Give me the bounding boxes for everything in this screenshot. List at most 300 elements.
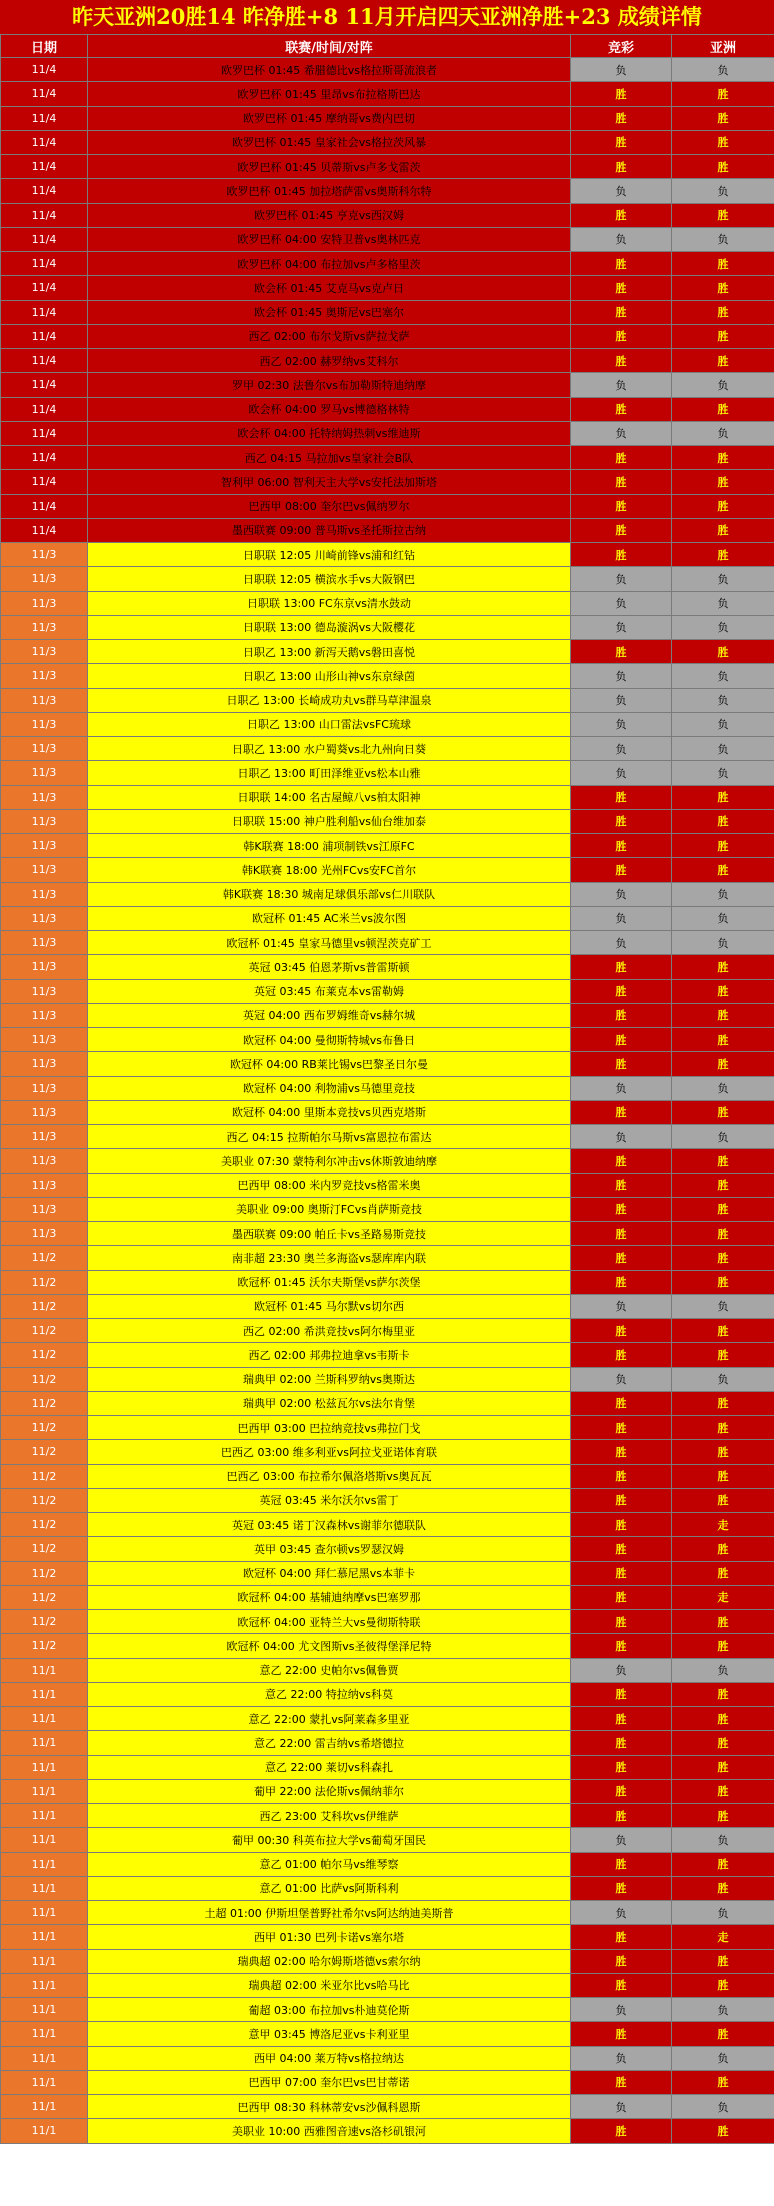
- match-cell: 西乙 02:00 布尔戈斯vs萨拉戈萨: [88, 324, 571, 348]
- table-row: [1, 1925, 774, 1949]
- jingcai-result: 胜: [571, 2119, 672, 2143]
- match-cell: 韩K联赛 18:00 光州FCvs安FC首尔: [88, 858, 571, 882]
- match-cell: 日职乙 13:00 町田泽维亚vs松本山雅: [88, 761, 571, 785]
- jingcai-result: 负: [571, 373, 672, 397]
- table-row: [1, 1755, 774, 1779]
- jingcai-result: 胜: [571, 1173, 672, 1197]
- table-row: [1, 1537, 774, 1561]
- table-row: [1, 1270, 774, 1294]
- table-row: [1, 931, 774, 955]
- asia-result: 胜: [672, 1391, 774, 1415]
- date-cell: 11/3: [1, 688, 88, 712]
- match-cell: 欧会杯 04:00 罗马vs博德格林特: [88, 397, 571, 421]
- date-cell: 11/4: [1, 130, 88, 154]
- jingcai-result: 胜: [571, 1925, 672, 1949]
- header-date: 日期: [1, 35, 88, 58]
- table-row: [1, 1828, 774, 1852]
- match-cell: 欧罗巴杯 04:00 布拉加vs卢多格里茨: [88, 252, 571, 276]
- asia-result: 走: [672, 1925, 774, 1949]
- match-cell: 巴西甲 07:00 奎尔巴vs巴甘蒂诺: [88, 2070, 571, 2094]
- jingcai-result: 负: [571, 737, 672, 761]
- jingcai-result: 胜: [571, 1755, 672, 1779]
- date-cell: 11/2: [1, 1270, 88, 1294]
- jingcai-result: 胜: [571, 1270, 672, 1294]
- asia-result: 负: [672, 2046, 774, 2070]
- asia-result: 胜: [672, 1779, 774, 1803]
- date-cell: 11/3: [1, 1028, 88, 1052]
- match-cell: 英冠 03:45 伯恩茅斯vs普雷斯顿: [88, 955, 571, 979]
- asia-result: 胜: [672, 1149, 774, 1173]
- table-row: [1, 1949, 774, 1973]
- match-cell: 日职乙 13:00 长崎成功丸vs群马草津温泉: [88, 688, 571, 712]
- match-cell: 日职乙 13:00 水户蜀葵vs北九州向日葵: [88, 737, 571, 761]
- date-cell: 11/4: [1, 324, 88, 348]
- match-cell: 欧罗巴杯 01:45 贝蒂斯vs卢多戈雷茨: [88, 155, 571, 179]
- table-row: [1, 1707, 774, 1731]
- asia-result: 负: [672, 421, 774, 445]
- jingcai-result: 胜: [571, 1707, 672, 1731]
- match-cell: 西乙 02:00 邦弗拉迪拿vs韦斯卡: [88, 1343, 571, 1367]
- jingcai-result: 胜: [571, 1779, 672, 1803]
- table-row: [1, 761, 774, 785]
- jingcai-result: 胜: [571, 1949, 672, 1973]
- jingcai-result: 胜: [571, 1343, 672, 1367]
- date-cell: 11/1: [1, 1925, 88, 1949]
- match-cell: 意乙 22:00 雷吉纳vs希塔德拉: [88, 1731, 571, 1755]
- match-cell: 日职乙 13:00 山口雷法vsFC琉球: [88, 712, 571, 736]
- jingcai-result: 负: [571, 421, 672, 445]
- jingcai-result: 负: [571, 1367, 672, 1391]
- table-row: [1, 518, 774, 542]
- asia-result: 负: [672, 688, 774, 712]
- date-cell: 11/3: [1, 761, 88, 785]
- asia-result: 胜: [672, 1537, 774, 1561]
- match-cell: 意乙 22:00 史帕尔vs佩鲁贾: [88, 1658, 571, 1682]
- results-table: [0, 34, 774, 2144]
- match-cell: 欧冠杯 04:00 曼彻斯特城vs布鲁日: [88, 1028, 571, 1052]
- match-cell: 英冠 03:45 布莱克本vs雷勒姆: [88, 979, 571, 1003]
- jingcai-result: 胜: [571, 276, 672, 300]
- asia-result: 胜: [672, 203, 774, 227]
- match-cell: 日职联 15:00 神户胜利船vs仙台维加泰: [88, 809, 571, 833]
- jingcai-result: 胜: [571, 2022, 672, 2046]
- table-row: [1, 494, 774, 518]
- asia-result: 负: [672, 2095, 774, 2119]
- table-row: [1, 688, 774, 712]
- jingcai-result: 胜: [571, 1731, 672, 1755]
- table-row: [1, 1973, 774, 1997]
- match-cell: 英甲 03:45 查尔顿vs罗瑟汉姆: [88, 1537, 571, 1561]
- match-cell: 西甲 04:00 莱万特vs格拉纳达: [88, 2046, 571, 2070]
- match-cell: 巴西甲 08:30 科林蒂安vs沙佩科恩斯: [88, 2095, 571, 2119]
- jingcai-result: 胜: [571, 1052, 672, 1076]
- date-cell: 11/2: [1, 1610, 88, 1634]
- asia-result: 负: [672, 1367, 774, 1391]
- match-cell: 西乙 02:00 赫罗纳vs艾科尔: [88, 349, 571, 373]
- date-cell: 11/1: [1, 1755, 88, 1779]
- table-row: [1, 834, 774, 858]
- asia-result: 负: [672, 761, 774, 785]
- jingcai-result: 负: [571, 882, 672, 906]
- match-cell: 巴西乙 03:00 维多利亚vs阿拉戈亚诺体育联: [88, 1440, 571, 1464]
- table-row: [1, 130, 774, 154]
- table-row: [1, 1488, 774, 1512]
- jingcai-result: 负: [571, 761, 672, 785]
- match-cell: 葡甲 00:30 科英布拉大学vs葡萄牙国民: [88, 1828, 571, 1852]
- asia-result: 胜: [672, 979, 774, 1003]
- jingcai-result: 胜: [571, 2070, 672, 2094]
- match-cell: 意乙 22:00 特拉纳vs科莫: [88, 1682, 571, 1706]
- date-cell: 11/2: [1, 1416, 88, 1440]
- asia-result: 负: [672, 1294, 774, 1318]
- date-cell: 11/4: [1, 421, 88, 445]
- asia-result: 胜: [672, 155, 774, 179]
- match-cell: 欧冠杯 01:45 马尔默vs切尔西: [88, 1294, 571, 1318]
- match-cell: 意甲 03:45 博洛尼亚vs卡利亚里: [88, 2022, 571, 2046]
- asia-result: 负: [672, 1998, 774, 2022]
- match-cell: 日职乙 13:00 山形山神vs东京绿茵: [88, 664, 571, 688]
- date-cell: 11/4: [1, 518, 88, 542]
- table-row: [1, 470, 774, 494]
- table-row: [1, 1464, 774, 1488]
- asia-result: 胜: [672, 858, 774, 882]
- table-row: [1, 2022, 774, 2046]
- jingcai-result: 负: [571, 591, 672, 615]
- asia-result: 胜: [672, 1755, 774, 1779]
- asia-result: 胜: [672, 252, 774, 276]
- table-row: [1, 155, 774, 179]
- match-cell: 瑞典甲 02:00 兰斯科罗纳vs奥斯达: [88, 1367, 571, 1391]
- match-cell: 美职业 07:30 蒙特利尔冲击vs休斯敦迪纳摩: [88, 1149, 571, 1173]
- asia-result: 负: [672, 591, 774, 615]
- match-cell: 日职联 13:00 德岛漩涡vs大阪樱花: [88, 615, 571, 639]
- date-cell: 11/2: [1, 1319, 88, 1343]
- jingcai-result: 负: [571, 1125, 672, 1149]
- table-row: [1, 955, 774, 979]
- match-cell: 欧冠杯 01:45 AC米兰vs波尔图: [88, 906, 571, 930]
- match-cell: 欧罗巴杯 01:45 皇家社会vs格拉茨风暴: [88, 130, 571, 154]
- jingcai-result: 胜: [571, 834, 672, 858]
- asia-result: 胜: [672, 1173, 774, 1197]
- date-cell: 11/2: [1, 1343, 88, 1367]
- jingcai-result: 胜: [571, 1222, 672, 1246]
- asia-result: 胜: [672, 1003, 774, 1027]
- asia-result: 胜: [672, 2070, 774, 2094]
- asia-result: 负: [672, 615, 774, 639]
- asia-result: 胜: [672, 1416, 774, 1440]
- results-body: [1, 58, 774, 2144]
- table-row: [1, 1852, 774, 1876]
- asia-result: 负: [672, 567, 774, 591]
- asia-result: 胜: [672, 1949, 774, 1973]
- match-cell: 日职乙 13:00 新泻天鹅vs磐田喜悦: [88, 640, 571, 664]
- table-row: [1, 82, 774, 106]
- jingcai-result: 负: [571, 688, 672, 712]
- header-asia: 亚洲: [672, 35, 774, 58]
- date-cell: 11/2: [1, 1440, 88, 1464]
- match-cell: 英冠 04:00 西布罗姆维奇vs赫尔城: [88, 1003, 571, 1027]
- table-row: [1, 1804, 774, 1828]
- match-cell: 西乙 04:15 马拉加vs皇家社会B队: [88, 446, 571, 470]
- jingcai-result: 胜: [571, 300, 672, 324]
- asia-result: 负: [672, 1076, 774, 1100]
- date-cell: 11/4: [1, 106, 88, 130]
- table-row: [1, 227, 774, 251]
- asia-result: 胜: [672, 640, 774, 664]
- asia-result: 胜: [672, 349, 774, 373]
- jingcai-result: 负: [571, 2046, 672, 2070]
- asia-result: 负: [672, 712, 774, 736]
- match-cell: 美职业 10:00 西雅图音速vs洛杉矶银河: [88, 2119, 571, 2143]
- jingcai-result: 胜: [571, 1513, 672, 1537]
- asia-result: 负: [672, 179, 774, 203]
- jingcai-result: 胜: [571, 349, 672, 373]
- table-row: [1, 179, 774, 203]
- asia-result: 胜: [672, 276, 774, 300]
- date-cell: 11/1: [1, 2095, 88, 2119]
- match-cell: 西乙 02:00 希洪竞技vs阿尔梅里亚: [88, 1319, 571, 1343]
- table-row: [1, 615, 774, 639]
- table-row: [1, 1876, 774, 1900]
- match-cell: 欧罗巴杯 01:45 加拉塔萨雷vs奥斯科尔特: [88, 179, 571, 203]
- jingcai-result: 负: [571, 906, 672, 930]
- jingcai-result: 胜: [571, 1416, 672, 1440]
- match-cell: 欧冠杯 04:00 利物浦vs马德里竞技: [88, 1076, 571, 1100]
- jingcai-result: 胜: [571, 955, 672, 979]
- asia-result: 胜: [672, 470, 774, 494]
- jingcai-result: 胜: [571, 518, 672, 542]
- asia-result: 负: [672, 737, 774, 761]
- asia-result: 胜: [672, 1100, 774, 1124]
- header-row: [1, 35, 774, 58]
- date-cell: 11/1: [1, 1707, 88, 1731]
- asia-result: 负: [672, 931, 774, 955]
- date-cell: 11/4: [1, 155, 88, 179]
- date-cell: 11/1: [1, 2046, 88, 2070]
- asia-result: 胜: [672, 1440, 774, 1464]
- match-cell: 西乙 23:00 艾科坎vs伊维萨: [88, 1804, 571, 1828]
- table-row: [1, 1028, 774, 1052]
- table-row: [1, 882, 774, 906]
- match-cell: 巴西甲 08:00 米内罗竞技vs格雷米奥: [88, 1173, 571, 1197]
- date-cell: 11/3: [1, 785, 88, 809]
- date-cell: 11/3: [1, 1149, 88, 1173]
- date-cell: 11/4: [1, 203, 88, 227]
- asia-result: 胜: [672, 1634, 774, 1658]
- asia-result: 胜: [672, 1731, 774, 1755]
- jingcai-result: 负: [571, 1901, 672, 1925]
- table-row: [1, 324, 774, 348]
- table-row: [1, 858, 774, 882]
- date-cell: 11/1: [1, 1731, 88, 1755]
- table-row: [1, 1416, 774, 1440]
- asia-result: 胜: [672, 834, 774, 858]
- match-cell: 英冠 03:45 米尔沃尔vs雷丁: [88, 1488, 571, 1512]
- date-cell: 11/4: [1, 276, 88, 300]
- match-cell: 瑞典超 02:00 哈尔姆斯塔德vs索尔纳: [88, 1949, 571, 1973]
- jingcai-result: 负: [571, 2095, 672, 2119]
- jingcai-result: 胜: [571, 252, 672, 276]
- match-cell: 欧冠杯 04:00 拜仁慕尼黑vs本菲卡: [88, 1561, 571, 1585]
- date-cell: 11/4: [1, 82, 88, 106]
- header-match: 联赛/时间/对阵: [88, 35, 571, 58]
- match-cell: 葡甲 22:00 法伦斯vs佩纳菲尔: [88, 1779, 571, 1803]
- date-cell: 11/4: [1, 179, 88, 203]
- table-row: [1, 1246, 774, 1270]
- table-row: [1, 1052, 774, 1076]
- table-row: [1, 1779, 774, 1803]
- table-row: [1, 58, 774, 82]
- table-row: [1, 1149, 774, 1173]
- jingcai-result: 胜: [571, 397, 672, 421]
- asia-result: 胜: [672, 1028, 774, 1052]
- match-cell: 西甲 01:30 巴列卡诺vs塞尔塔: [88, 1925, 571, 1949]
- table-row: [1, 349, 774, 373]
- date-cell: 11/3: [1, 906, 88, 930]
- date-cell: 11/3: [1, 882, 88, 906]
- date-cell: 11/1: [1, 1998, 88, 2022]
- date-cell: 11/4: [1, 446, 88, 470]
- date-cell: 11/2: [1, 1634, 88, 1658]
- asia-result: 胜: [672, 1246, 774, 1270]
- date-cell: 11/3: [1, 1052, 88, 1076]
- jingcai-result: 胜: [571, 858, 672, 882]
- table-row: [1, 203, 774, 227]
- asia-result: 胜: [672, 1343, 774, 1367]
- asia-result: 走: [672, 1585, 774, 1609]
- date-cell: 11/3: [1, 979, 88, 1003]
- date-cell: 11/1: [1, 1682, 88, 1706]
- asia-result: 胜: [672, 2119, 774, 2143]
- date-cell: 11/3: [1, 955, 88, 979]
- table-row: [1, 1125, 774, 1149]
- date-cell: 11/3: [1, 809, 88, 833]
- table-row: [1, 106, 774, 130]
- date-cell: 11/1: [1, 1804, 88, 1828]
- asia-result: 负: [672, 373, 774, 397]
- asia-result: 负: [672, 906, 774, 930]
- match-cell: 罗甲 02:30 法鲁尔vs布加勒斯特迪纳摩: [88, 373, 571, 397]
- jingcai-result: 胜: [571, 1464, 672, 1488]
- match-cell: 土超 01:00 伊斯坦堡普野社希尔vs阿达纳迪美斯普: [88, 1901, 571, 1925]
- jingcai-result: 胜: [571, 446, 672, 470]
- date-cell: 11/2: [1, 1513, 88, 1537]
- asia-result: 胜: [672, 1804, 774, 1828]
- date-cell: 11/3: [1, 1173, 88, 1197]
- asia-result: 负: [672, 1125, 774, 1149]
- date-cell: 11/1: [1, 1876, 88, 1900]
- date-cell: 11/3: [1, 712, 88, 736]
- asia-result: 胜: [672, 785, 774, 809]
- match-cell: 欧冠杯 04:00 RB莱比锡vs巴黎圣日尔曼: [88, 1052, 571, 1076]
- table-row: [1, 276, 774, 300]
- match-cell: 欧冠杯 01:45 皇家马德里vs顿涅茨克矿工: [88, 931, 571, 955]
- table-row: [1, 2095, 774, 2119]
- table-row: [1, 1731, 774, 1755]
- asia-result: 胜: [672, 300, 774, 324]
- date-cell: 11/4: [1, 58, 88, 82]
- match-cell: 欧冠杯 01:45 沃尔夫斯堡vs萨尔茨堡: [88, 1270, 571, 1294]
- jingcai-result: 胜: [571, 1028, 672, 1052]
- match-cell: 欧冠杯 04:00 基辅迪纳摩vs巴塞罗那: [88, 1585, 571, 1609]
- date-cell: 11/4: [1, 227, 88, 251]
- match-cell: 欧罗巴杯 01:45 亨克vs西汉姆: [88, 203, 571, 227]
- asia-result: 负: [672, 58, 774, 82]
- match-cell: 巴西乙 03:00 布拉希尔佩洛塔斯vs奥瓦瓦: [88, 1464, 571, 1488]
- asia-result: 胜: [672, 518, 774, 542]
- table-row: [1, 2046, 774, 2070]
- date-cell: 11/1: [1, 1901, 88, 1925]
- asia-result: 负: [672, 1658, 774, 1682]
- jingcai-result: 负: [571, 179, 672, 203]
- match-cell: 西乙 04:15 拉斯帕尔马斯vs富恩拉布雷达: [88, 1125, 571, 1149]
- match-cell: 欧冠杯 04:00 亚特兰大vs曼彻斯特联: [88, 1610, 571, 1634]
- jingcai-result: 负: [571, 664, 672, 688]
- table-row: [1, 591, 774, 615]
- asia-result: 负: [672, 664, 774, 688]
- jingcai-result: 胜: [571, 1973, 672, 1997]
- table-row: [1, 1682, 774, 1706]
- date-cell: 11/3: [1, 591, 88, 615]
- table-row: [1, 906, 774, 930]
- jingcai-result: 负: [571, 712, 672, 736]
- jingcai-result: 胜: [571, 155, 672, 179]
- date-cell: 11/4: [1, 470, 88, 494]
- table-row: [1, 421, 774, 445]
- jingcai-result: 胜: [571, 1682, 672, 1706]
- match-cell: 欧会杯 04:00 托特纳姆热刺vs维迪斯: [88, 421, 571, 445]
- match-cell: 日职联 12:05 川崎前锋vs浦和红钻: [88, 543, 571, 567]
- table-row: [1, 543, 774, 567]
- match-cell: 美职业 09:00 奥斯汀FCvs肖萨斯竞技: [88, 1197, 571, 1221]
- match-cell: 欧冠杯 04:00 尤文图斯vs圣彼得堡泽尼特: [88, 1634, 571, 1658]
- asia-result: 胜: [672, 494, 774, 518]
- jingcai-result: 胜: [571, 1634, 672, 1658]
- match-cell: 韩K联赛 18:30 城南足球俱乐部vs仁川联队: [88, 882, 571, 906]
- date-cell: 11/2: [1, 1464, 88, 1488]
- asia-result: 胜: [672, 1222, 774, 1246]
- date-cell: 11/3: [1, 543, 88, 567]
- jingcai-result: 负: [571, 227, 672, 251]
- table-row: [1, 1100, 774, 1124]
- asia-result: 胜: [672, 1488, 774, 1512]
- jingcai-result: 胜: [571, 1246, 672, 1270]
- asia-result: 胜: [672, 1610, 774, 1634]
- asia-result: 胜: [672, 1197, 774, 1221]
- jingcai-result: 胜: [571, 1876, 672, 1900]
- date-cell: 11/2: [1, 1367, 88, 1391]
- table-row: [1, 1343, 774, 1367]
- match-cell: 意乙 22:00 莱切vs科森扎: [88, 1755, 571, 1779]
- date-cell: 11/4: [1, 252, 88, 276]
- jingcai-result: 胜: [571, 1488, 672, 1512]
- asia-result: 胜: [672, 1464, 774, 1488]
- date-cell: 11/4: [1, 300, 88, 324]
- match-cell: 意乙 01:00 比萨vs阿斯科利: [88, 1876, 571, 1900]
- date-cell: 11/2: [1, 1294, 88, 1318]
- match-cell: 欧会杯 01:45 奥斯尼vs巴塞尔: [88, 300, 571, 324]
- date-cell: 11/3: [1, 1100, 88, 1124]
- date-cell: 11/1: [1, 1658, 88, 1682]
- date-cell: 11/1: [1, 1852, 88, 1876]
- date-cell: 11/2: [1, 1488, 88, 1512]
- jingcai-result: 胜: [571, 809, 672, 833]
- date-cell: 11/2: [1, 1246, 88, 1270]
- date-cell: 11/1: [1, 1828, 88, 1852]
- jingcai-result: 胜: [571, 324, 672, 348]
- match-cell: 瑞典甲 02:00 松兹瓦尔vs法尔肯堡: [88, 1391, 571, 1415]
- date-cell: 11/3: [1, 931, 88, 955]
